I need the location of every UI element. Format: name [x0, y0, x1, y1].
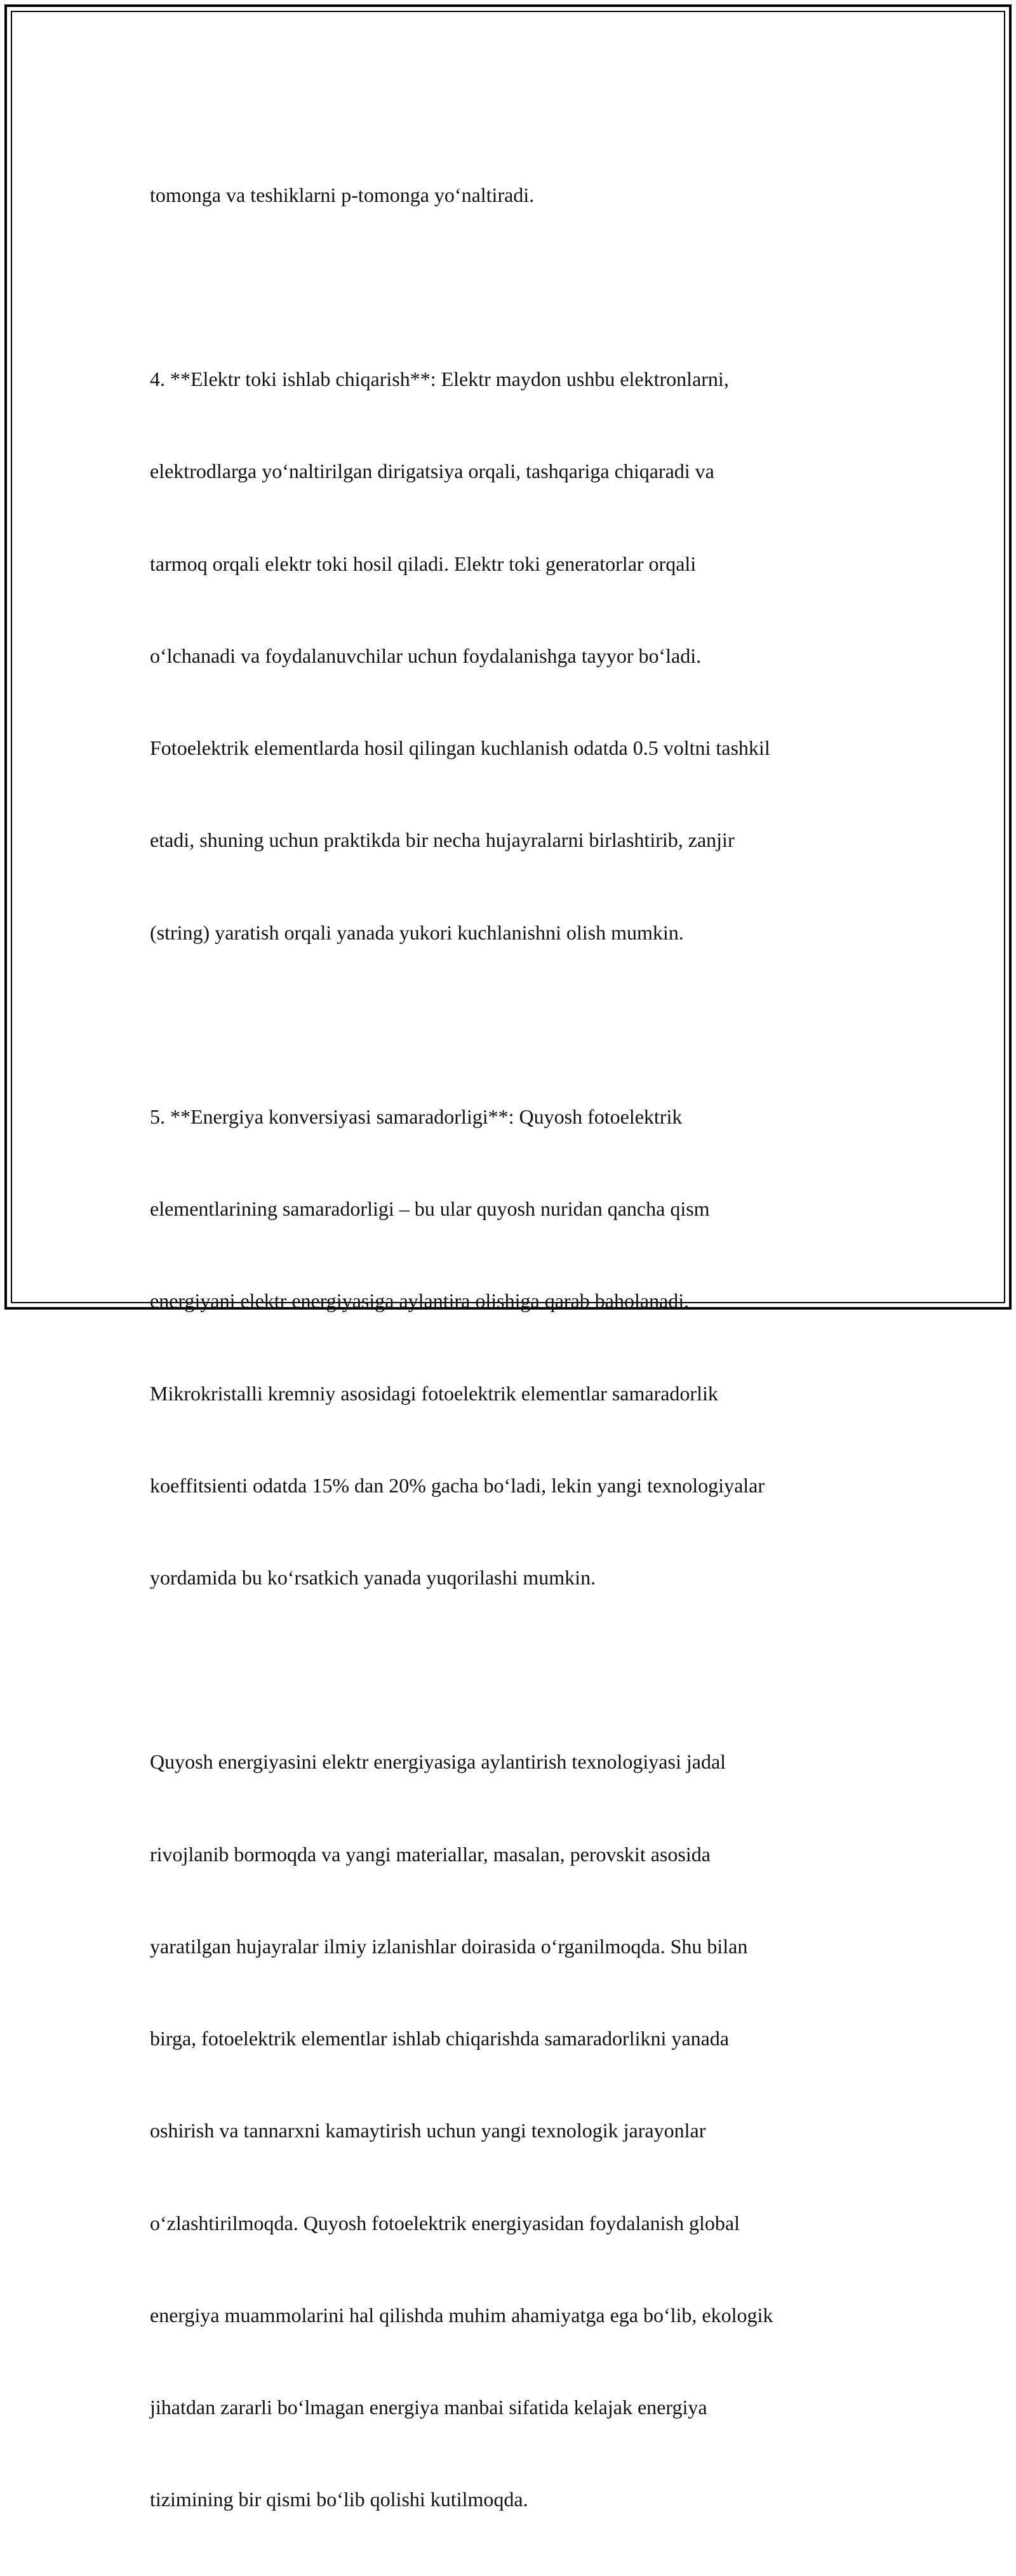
text-line: 5. **Energiya konversiyasi samaradorligi**: Quyosh fotoelektrik — [150, 1105, 683, 1128]
text-line: etadi, shuning uchun praktikda bir necha hujayralarni birlashtirib, zanjir — [150, 828, 735, 852]
text-line: o‘zlashtirilmoqda. Quyosh fotoelektrik energiyasidan foydalanish global — [150, 2211, 740, 2234]
text-line: rivojlanib bormoqda va yangi materiallar, masalan, perovskit asosida — [150, 1842, 711, 1866]
text-line: yaratilgan hujayralar ilmiy izlanishlar doirasida o‘rganilmoqda. Shu bilan — [150, 1934, 748, 1958]
paragraph-conclusion — [150, 1685, 867, 2576]
text-line: elektrodlarga yo‘naltirilgan dirigatsiya orqali, tashqariga chiqaradi va — [150, 460, 714, 483]
text-line: tomonga va teshiklarni p-tomonga yo‘naltiradi. — [150, 183, 535, 206]
paragraph-continuation — [150, 118, 867, 272]
text-line: 4. **Elektr toki ishlab chiqarish**: Elektr maydon ushbu elektronlarni, — [150, 368, 729, 391]
text-line: elementlarining samaradorligi – bu ular quyosh nuridan qancha qism — [150, 1197, 710, 1221]
paragraph-gap — [150, 272, 867, 302]
text-line: birga, fotoelektrik elementlar ishlab chiqarishda samaradorlikni yanada — [150, 2027, 729, 2050]
document-body — [150, 118, 867, 2576]
text-line: o‘lchanadi va foydalanuvchilar uchun foydalanishga tayyor bo‘ladi. — [150, 644, 702, 667]
text-line: energiya muammolarini hal qilishda muhim ahamiyatga ega bo‘lib, ekologik — [150, 2303, 773, 2327]
paragraph-step-5 — [150, 1040, 867, 1654]
paragraph-gap — [150, 1009, 867, 1040]
text-line: (string) yaratish orqali yanada yukori kuchlanishni olish mumkin. — [150, 920, 684, 944]
paragraph-step-4 — [150, 302, 867, 1009]
text-line: Fotoelektrik elementlarda hosil qilingan kuchlanish odatda 0.5 voltni tashkil — [150, 736, 770, 760]
text-line: tarmoq orqali elektr toki hosil qiladi. Elektr toki generatorlar orqali — [150, 552, 697, 575]
text-line: Mikrokristalli kremniy asosidagi fotoelektrik elementlar samaradorlik — [150, 1381, 718, 1405]
text-line: tizimining bir qismi bo‘lib qolishi kutilmoqda. — [150, 2488, 528, 2511]
text-line: koeffitsienti odatda 15% dan 20% gacha bo‘ladi, lekin yangi texnologiyalar — [150, 1473, 765, 1497]
text-line: oshirish va tannarxni kamaytirish uchun yangi texnologik jarayonlar — [150, 2119, 706, 2142]
paragraph-gap — [150, 1654, 867, 1685]
text-line: Quyosh energiyasini elektr energiyasiga aylantirish texnologiyasi jadal — [150, 1750, 726, 1774]
text-line: jihatdan zararli bo‘lmagan energiya manbai sifatida kelajak energiya — [150, 2396, 707, 2419]
text-line: energiyani elektr energiyasiga aylantira olishiga qarab baholanadi. — [150, 1289, 690, 1313]
text-line: yordamida bu ko‘rsatkich yanada yuqorilashi mumkin. — [150, 1566, 596, 1590]
